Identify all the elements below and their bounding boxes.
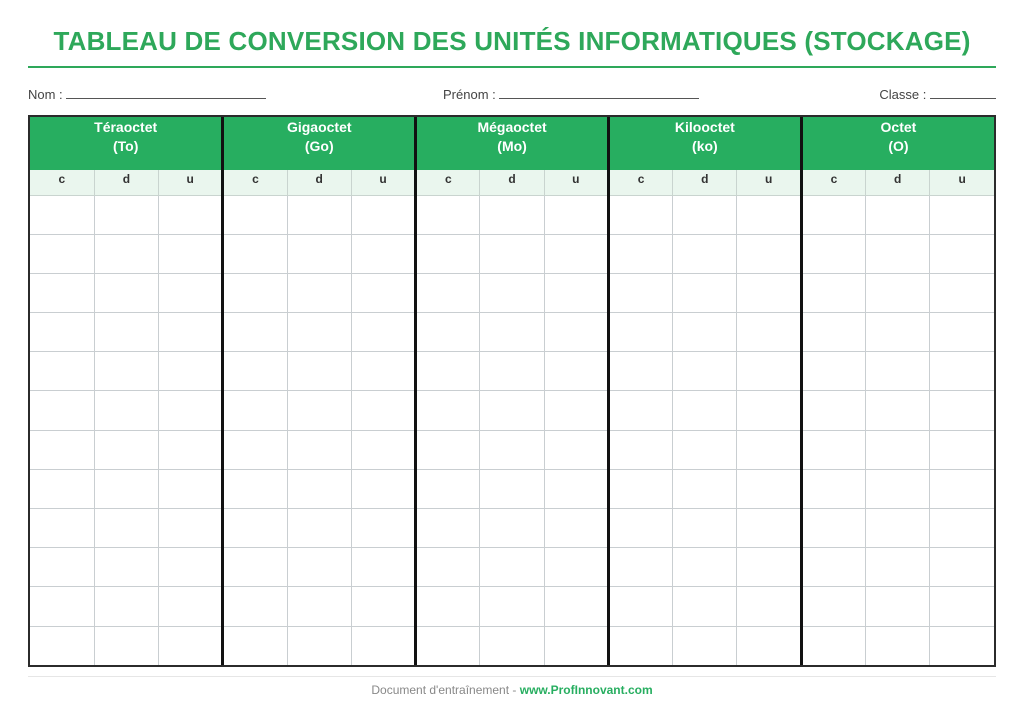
digit-cell[interactable] <box>223 234 287 273</box>
digit-cell[interactable] <box>801 352 865 391</box>
digit-cell[interactable] <box>930 352 994 391</box>
unit-header-3 <box>608 117 801 170</box>
digit-cell[interactable] <box>866 273 930 312</box>
digit-cell[interactable] <box>94 352 158 391</box>
student-fields <box>28 87 996 105</box>
digit-cell[interactable] <box>30 273 94 312</box>
digit-cell[interactable] <box>544 273 608 312</box>
digit-cell[interactable] <box>223 626 287 665</box>
digit-cell[interactable] <box>351 195 415 234</box>
digit-cell[interactable] <box>608 626 672 665</box>
digit-cell[interactable] <box>866 391 930 430</box>
digit-cell[interactable] <box>737 352 801 391</box>
unit-header-4 <box>801 117 994 170</box>
footer <box>0 683 1024 697</box>
digit-cell[interactable] <box>801 469 865 508</box>
unit-abbreviation: (Go) <box>304 138 334 154</box>
digit-cell[interactable] <box>930 469 994 508</box>
digit-cell[interactable] <box>544 626 608 665</box>
digit-cell[interactable] <box>866 548 930 587</box>
digit-cell[interactable] <box>866 234 930 273</box>
digit-cell[interactable] <box>608 548 672 587</box>
digit-cell[interactable] <box>737 587 801 626</box>
digit-cell[interactable] <box>737 626 801 665</box>
digit-cell[interactable] <box>930 313 994 352</box>
conversion-table <box>30 117 994 665</box>
digit-cell[interactable] <box>930 234 994 273</box>
unit-header-1 <box>223 117 416 170</box>
digit-cell[interactable] <box>737 391 801 430</box>
table-row <box>30 273 994 312</box>
unit-name: Mégaoctet <box>477 119 547 135</box>
digit-cell[interactable] <box>287 273 351 312</box>
digit-cell[interactable] <box>287 509 351 548</box>
digit-cell[interactable] <box>287 195 351 234</box>
place-value-header: d <box>480 170 544 195</box>
digit-cell[interactable] <box>801 234 865 273</box>
digit-cell[interactable] <box>351 273 415 312</box>
digit-cell[interactable] <box>737 509 801 548</box>
digit-cell[interactable] <box>159 313 223 352</box>
digit-cell[interactable] <box>30 548 94 587</box>
place-value-header: c <box>223 170 287 195</box>
digit-cell[interactable] <box>930 626 994 665</box>
unit-abbreviation: (To) <box>112 138 139 154</box>
digit-cell[interactable] <box>673 352 737 391</box>
digit-cell[interactable] <box>94 548 158 587</box>
digit-cell[interactable] <box>30 352 94 391</box>
digit-cell[interactable] <box>608 195 672 234</box>
digit-cell[interactable] <box>930 548 994 587</box>
table-row <box>30 548 994 587</box>
digit-cell[interactable] <box>30 587 94 626</box>
classe-field[interactable] <box>879 87 996 102</box>
place-value-header: d <box>287 170 351 195</box>
digit-cell[interactable] <box>94 234 158 273</box>
digit-cell[interactable] <box>930 430 994 469</box>
digit-cell[interactable] <box>544 352 608 391</box>
digit-cell[interactable] <box>159 352 223 391</box>
digit-cell[interactable] <box>930 509 994 548</box>
digit-cell[interactable] <box>159 273 223 312</box>
digit-cell[interactable] <box>159 391 223 430</box>
digit-cell[interactable] <box>608 430 672 469</box>
digit-cell[interactable] <box>287 391 351 430</box>
digit-cell[interactable] <box>30 234 94 273</box>
digit-cell[interactable] <box>608 352 672 391</box>
digit-cell[interactable] <box>351 509 415 548</box>
nom-label: Nom : <box>28 87 63 102</box>
digit-cell[interactable] <box>544 313 608 352</box>
digit-cell[interactable] <box>351 234 415 273</box>
prenom-line[interactable] <box>499 88 699 99</box>
unit-name: Kilooctet <box>674 119 735 135</box>
table-row <box>30 195 994 234</box>
footer-site-link[interactable]: www.ProfInnovant.com <box>519 683 653 697</box>
page-title: TABLEAU DE CONVERSION DES UNITÉS INFORMATIQUES (STOCKAGE) <box>53 26 971 56</box>
table-row <box>30 352 994 391</box>
digit-cell[interactable] <box>673 391 737 430</box>
digit-cell[interactable] <box>94 509 158 548</box>
digit-cell[interactable] <box>30 469 94 508</box>
place-value-header: u <box>159 170 223 195</box>
digit-cell[interactable] <box>930 195 994 234</box>
prenom-label: Prénom : <box>443 87 496 102</box>
digit-cell[interactable] <box>223 469 287 508</box>
digit-cell[interactable] <box>930 273 994 312</box>
place-value-header: c <box>30 170 94 195</box>
digit-cell[interactable] <box>608 587 672 626</box>
digit-cell[interactable] <box>94 273 158 312</box>
digit-cell[interactable] <box>30 626 94 665</box>
digit-cell[interactable] <box>480 313 544 352</box>
nom-line[interactable] <box>66 88 266 99</box>
digit-cell[interactable] <box>30 313 94 352</box>
digit-cell[interactable] <box>287 587 351 626</box>
digit-cell[interactable] <box>351 352 415 391</box>
unit-abbreviation: (ko) <box>692 138 718 154</box>
digit-cell[interactable] <box>480 234 544 273</box>
digit-cell[interactable] <box>673 509 737 548</box>
digit-cell[interactable] <box>608 391 672 430</box>
digit-cell[interactable] <box>287 352 351 391</box>
digit-cell[interactable] <box>30 509 94 548</box>
table-row <box>30 234 994 273</box>
digit-cell[interactable] <box>287 469 351 508</box>
table-row <box>30 469 994 508</box>
digit-cell[interactable] <box>866 313 930 352</box>
unit-abbreviation: (Mo) <box>497 138 527 154</box>
digit-cell[interactable] <box>223 391 287 430</box>
digit-cell[interactable] <box>223 430 287 469</box>
digit-cell[interactable] <box>673 469 737 508</box>
place-value-header: u <box>737 170 801 195</box>
digit-cell[interactable] <box>673 626 737 665</box>
digit-cell[interactable] <box>608 273 672 312</box>
digit-cell[interactable] <box>480 469 544 508</box>
prenom-field[interactable] <box>443 87 699 102</box>
digit-cell[interactable] <box>416 352 480 391</box>
digit-cell[interactable] <box>480 626 544 665</box>
digit-cell[interactable] <box>223 509 287 548</box>
digit-cell[interactable] <box>351 626 415 665</box>
digit-cell[interactable] <box>801 587 865 626</box>
digit-cell[interactable] <box>416 195 480 234</box>
digit-cell[interactable] <box>801 313 865 352</box>
digit-cell[interactable] <box>544 548 608 587</box>
digit-cell[interactable] <box>94 195 158 234</box>
place-value-header: c <box>608 170 672 195</box>
unit-name: Octet <box>880 119 917 135</box>
digit-cell[interactable] <box>159 509 223 548</box>
place-value-header: c <box>801 170 865 195</box>
place-value-header: u <box>544 170 608 195</box>
digit-cell[interactable] <box>866 626 930 665</box>
digit-cell[interactable] <box>287 430 351 469</box>
digit-cell[interactable] <box>608 509 672 548</box>
place-value-row <box>30 170 994 195</box>
unit-name: Téraoctet <box>94 119 158 135</box>
place-value-header: d <box>94 170 158 195</box>
digit-cell[interactable] <box>351 587 415 626</box>
digit-cell[interactable] <box>801 391 865 430</box>
digit-cell[interactable] <box>94 587 158 626</box>
digit-cell[interactable] <box>673 430 737 469</box>
digit-cell[interactable] <box>544 430 608 469</box>
footer-text: Document d'entraînement - <box>371 683 517 697</box>
digit-cell[interactable] <box>351 430 415 469</box>
place-value-header: u <box>351 170 415 195</box>
digit-cell[interactable] <box>94 391 158 430</box>
digit-cell[interactable] <box>416 391 480 430</box>
place-value-header: u <box>930 170 994 195</box>
digit-cell[interactable] <box>159 430 223 469</box>
digit-cell[interactable] <box>30 195 94 234</box>
unit-header-2 <box>416 117 609 170</box>
digit-cell[interactable] <box>30 430 94 469</box>
digit-cell[interactable] <box>480 587 544 626</box>
digit-cell[interactable] <box>287 626 351 665</box>
digit-cell[interactable] <box>416 548 480 587</box>
footer-divider <box>28 676 996 677</box>
digit-cell[interactable] <box>544 234 608 273</box>
digit-cell[interactable] <box>159 469 223 508</box>
digit-cell[interactable] <box>416 587 480 626</box>
digit-cell[interactable] <box>223 548 287 587</box>
digit-cell[interactable] <box>480 430 544 469</box>
table-row <box>30 391 994 430</box>
unit-header-row <box>30 117 994 170</box>
digit-cell[interactable] <box>866 469 930 508</box>
digit-cell[interactable] <box>480 391 544 430</box>
digit-cell[interactable] <box>673 587 737 626</box>
digit-cell[interactable] <box>351 469 415 508</box>
title-underline <box>28 66 996 68</box>
digit-cell[interactable] <box>673 234 737 273</box>
digit-cell[interactable] <box>159 234 223 273</box>
digit-cell[interactable] <box>737 430 801 469</box>
digit-cell[interactable] <box>94 313 158 352</box>
digit-cell[interactable] <box>223 352 287 391</box>
digit-cell[interactable] <box>801 195 865 234</box>
digit-cell[interactable] <box>223 313 287 352</box>
digit-cell[interactable] <box>930 391 994 430</box>
table-row <box>30 509 994 548</box>
digit-cell[interactable] <box>480 352 544 391</box>
digit-cell[interactable] <box>223 273 287 312</box>
digit-cell[interactable] <box>801 509 865 548</box>
digit-cell[interactable] <box>737 195 801 234</box>
digit-cell[interactable] <box>673 273 737 312</box>
digit-cell[interactable] <box>223 587 287 626</box>
digit-cell[interactable] <box>94 430 158 469</box>
digit-cell[interactable] <box>223 195 287 234</box>
digit-cell[interactable] <box>416 509 480 548</box>
digit-cell[interactable] <box>351 313 415 352</box>
digit-cell[interactable] <box>30 391 94 430</box>
digit-cell[interactable] <box>544 469 608 508</box>
digit-cell[interactable] <box>480 273 544 312</box>
place-value-header: c <box>416 170 480 195</box>
digit-cell[interactable] <box>544 195 608 234</box>
digit-cell[interactable] <box>737 469 801 508</box>
digit-cell[interactable] <box>416 234 480 273</box>
digit-cell[interactable] <box>866 509 930 548</box>
digit-cell[interactable] <box>544 509 608 548</box>
digit-cell[interactable] <box>608 313 672 352</box>
unit-name: Gigaoctet <box>286 119 352 135</box>
digit-cell[interactable] <box>351 548 415 587</box>
digit-cell[interactable] <box>159 195 223 234</box>
digit-cell[interactable] <box>416 469 480 508</box>
digit-cell[interactable] <box>801 548 865 587</box>
digit-cell[interactable] <box>673 313 737 352</box>
digit-cell[interactable] <box>737 313 801 352</box>
digit-cell[interactable] <box>737 234 801 273</box>
digit-cell[interactable] <box>416 273 480 312</box>
conversion-table-frame <box>28 115 996 667</box>
digit-cell[interactable] <box>287 548 351 587</box>
digit-cell[interactable] <box>287 313 351 352</box>
digit-cell[interactable] <box>480 509 544 548</box>
digit-cell[interactable] <box>866 195 930 234</box>
digit-cell[interactable] <box>544 391 608 430</box>
place-value-header: d <box>673 170 737 195</box>
digit-cell[interactable] <box>287 234 351 273</box>
place-value-header: d <box>866 170 930 195</box>
digit-cell[interactable] <box>94 469 158 508</box>
digit-cell[interactable] <box>416 626 480 665</box>
digit-cell[interactable] <box>801 430 865 469</box>
digit-cell[interactable] <box>159 548 223 587</box>
digit-cell[interactable] <box>737 548 801 587</box>
classe-line[interactable] <box>930 88 996 99</box>
table-row <box>30 313 994 352</box>
digit-cell[interactable] <box>673 548 737 587</box>
digit-cell[interactable] <box>801 273 865 312</box>
unit-abbreviation: (O) <box>888 138 909 154</box>
digit-cell[interactable] <box>608 469 672 508</box>
table-row <box>30 626 994 665</box>
nom-field[interactable] <box>28 87 266 102</box>
digit-cell[interactable] <box>737 273 801 312</box>
digit-cell[interactable] <box>480 548 544 587</box>
unit-header-0 <box>30 117 223 170</box>
digit-cell[interactable] <box>159 587 223 626</box>
table-row <box>30 587 994 626</box>
digit-cell[interactable] <box>930 587 994 626</box>
digit-cell[interactable] <box>866 430 930 469</box>
digit-cell[interactable] <box>416 313 480 352</box>
digit-cell[interactable] <box>416 430 480 469</box>
digit-cell[interactable] <box>544 587 608 626</box>
digit-cell[interactable] <box>801 626 865 665</box>
table-row <box>30 430 994 469</box>
digit-cell[interactable] <box>480 195 544 234</box>
classe-label: Classe : <box>879 87 927 102</box>
digit-cell[interactable] <box>159 626 223 665</box>
digit-cell[interactable] <box>351 391 415 430</box>
digit-cell[interactable] <box>866 587 930 626</box>
digit-cell[interactable] <box>866 352 930 391</box>
digit-cell[interactable] <box>608 234 672 273</box>
digit-cell[interactable] <box>94 626 158 665</box>
digit-cell[interactable] <box>673 195 737 234</box>
